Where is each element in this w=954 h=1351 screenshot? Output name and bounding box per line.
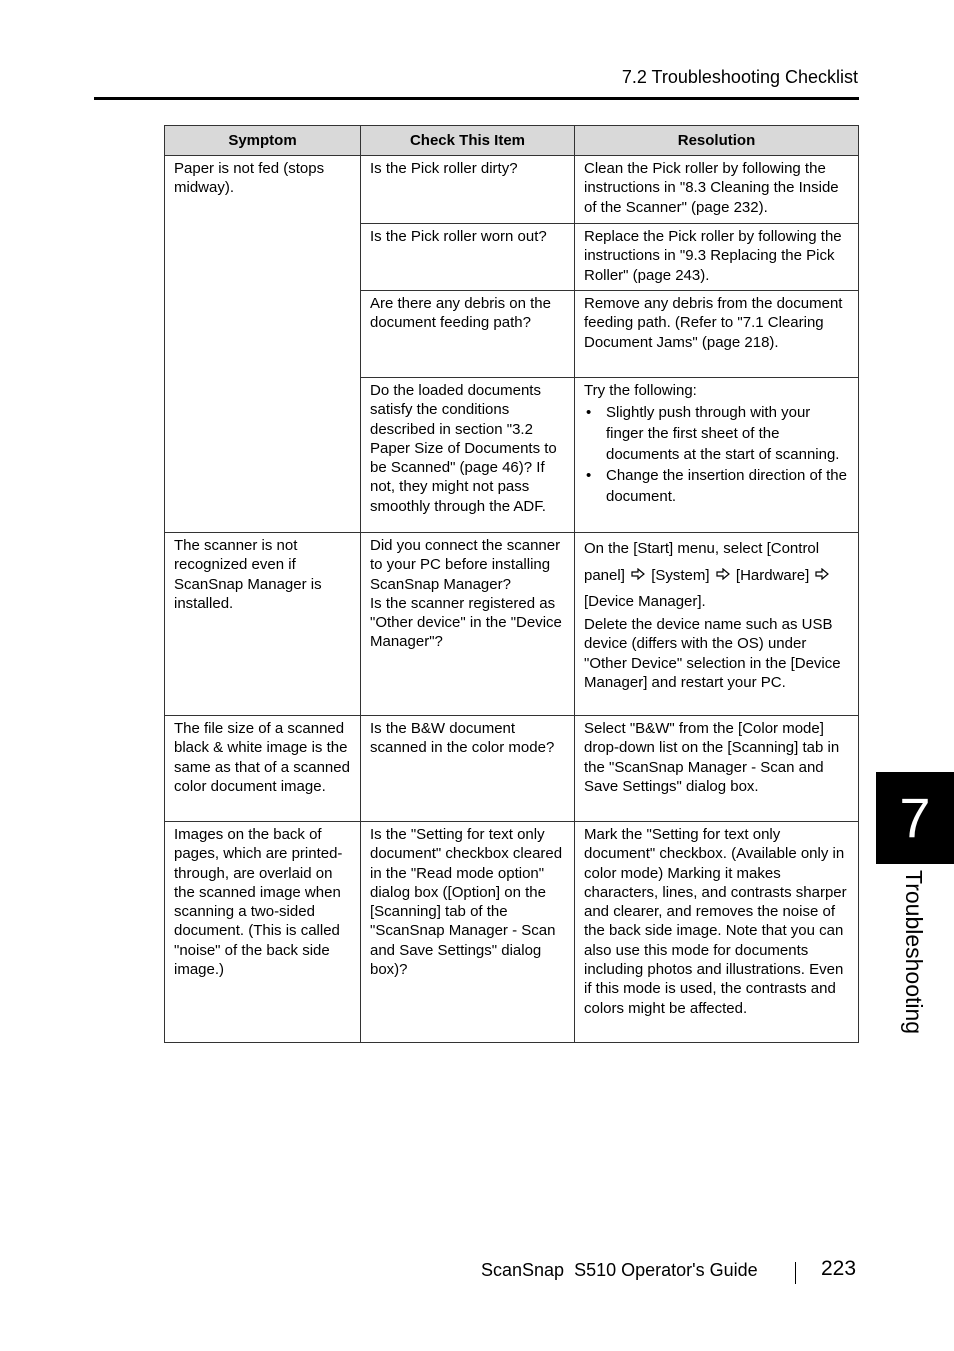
table-row [165,533,859,716]
menu-path-step: [Hardware] [735,567,810,584]
check-cell: Are there any debris on the document feeding path? [361,291,575,378]
check-cell: Do the loaded documents satisfy the conditions described in section "3.2 Paper Size of Documents to be Scanned" (page 46)? If not, they might not pass smoothly through the ADF. [361,378,575,533]
table-header-row [165,126,859,156]
arrow-right-icon [631,562,645,588]
footer-guide-title: ScanSnap S510 Operator's Guide [481,1260,758,1280]
table-row [165,156,859,224]
chapter-label-text: Troubleshooting [901,870,927,1035]
table-row [165,716,859,822]
arrow-right-icon [716,562,730,588]
check-cell: Is the Pick roller worn out? [361,224,575,291]
list-item: • Change the insertion direction of the document. [584,465,849,507]
check-cell: Is the "Setting for text only document" checkbox cleared in the "Read mode option" dialog box ([Option] on the [Scanning] tab of the "ScanSnap Manager - Scan and Save Settings" dialog box)? [361,822,575,1043]
resolution-cell: Clean the Pick roller by following the instructions in "8.3 Cleaning the Inside of the Scanner" (page 232). [575,156,859,224]
column-header-symptom: Symptom [165,126,361,156]
symptom-cell: Paper is not fed (stops midway). [165,156,361,533]
list-item: • Slightly push through with your finger the first sheet of the documents at the start of scanning. [584,402,849,465]
table-row [165,822,859,1043]
check-text: Did you connect the scanner to your PC before installing ScanSnap Manager? [370,537,561,593]
menu-path-step: [System] [651,567,710,584]
section-title: 7.2 Troubleshooting Checklist [621,67,858,87]
resolution-cell: Replace the Pick roller by following the instructions in "9.3 Replacing the Pick Roller" (page 243). [575,224,859,291]
troubleshooting-table [164,125,859,1043]
check-cell: Is the B&W document scanned in the color mode? [361,716,575,822]
header-rule [94,97,859,100]
resolution-cell: Remove any debris from the document feeding path. (Refer to "7.1 Clearing Document Jams" (page 218). [575,291,859,378]
resolution-cell [575,533,859,716]
symptom-cell: The file size of a scanned black & white image is the same as that of a scanned color document image. [165,716,361,822]
symptom-cell: Images on the back of pages, which are printed-through, are overlaid on the scanned image when scanning a two-sided document. (This is called "noise" of the back side image.) [165,822,361,1043]
chapter-label [896,870,932,1040]
chapter-number-tab: 7 [876,772,954,864]
menu-path-prefix: On the [Start] menu, select [Control panel] [584,540,820,584]
check-text: Is the scanner registered as "Other device" in the "Device Manager"? [370,594,562,651]
resolution-cell: Select "B&W" from the [Color mode] drop-down list on the [Scanning] tab in the "ScanSnap Manager - Scan and Save Settings" dialog box. [575,716,859,822]
resolution-intro: Try the following: [584,382,697,399]
menu-path-step: [Device Manager]. [584,593,706,610]
column-header-resolution: Resolution [575,126,859,156]
symptom-cell: The scanner is not recognized even if ScanSnap Manager is installed. [165,533,361,716]
resolution-list [584,402,849,507]
resolution-cell [575,378,859,533]
check-cell: Is the Pick roller dirty? [361,156,575,224]
menu-path [584,536,849,615]
page-number: 223 [821,1257,857,1280]
footer-separator [795,1262,796,1284]
resolution-text: Delete the device name such as USB device (differs with the OS) under "Other Device" selection in the [Device Manager] and restart your PC. [584,616,841,691]
arrow-right-icon [815,562,829,588]
check-cell [361,533,575,716]
column-header-check: Check This Item [361,126,575,156]
resolution-cell: Mark the "Setting for text only document" checkbox. (Available only in color mode) Marking it makes characters, lines, and contrasts sharper and clearer, and removes the noise of the back side image. Note that you can also use this mode for documents including photos and illustrations. Even if this mode is used, the contrasts and colors might be affected. [575,822,859,1043]
